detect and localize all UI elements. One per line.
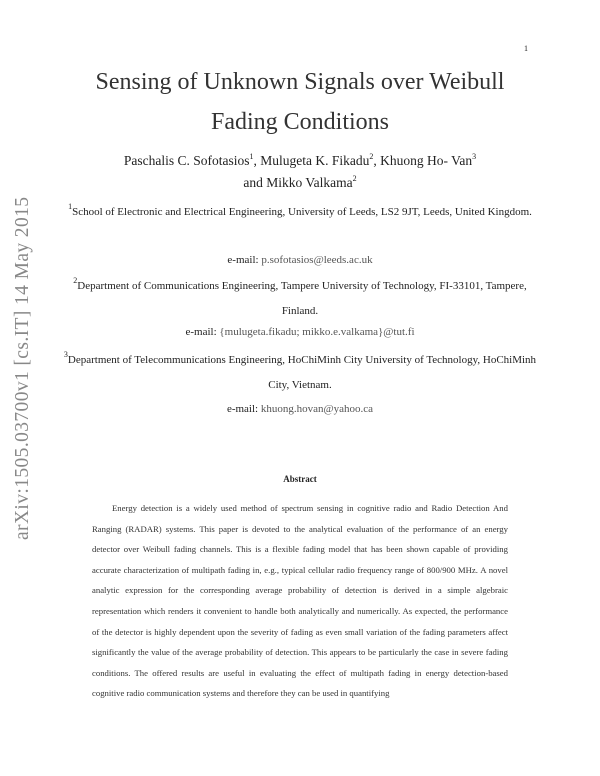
affiliation-text: School of Electronic and Electrical Engineering, University of Leeds, LS2 9JT, Leeds, United Kingdom. <box>72 206 532 218</box>
paper-title: Sensing of Unknown Signals over Weibull Fading Conditions <box>95 69 505 135</box>
author-connector: and <box>243 175 263 190</box>
affiliation-text: Department of Telecommunications Engineering, HoChiMinh City University of Technology, HoChiMinh City, Vietnam. <box>67 354 537 391</box>
email-address[interactable]: p.sofotasios@leeds.ac.uk <box>261 254 373 266</box>
author-affil-marker: 2 <box>369 152 374 161</box>
author-affil-marker: 3 <box>472 152 477 161</box>
author-name: Mikko Valkama <box>266 175 353 190</box>
author-name: Khuong Ho- Van <box>380 153 473 168</box>
page-number: 1 <box>524 44 528 53</box>
affiliation-marker: 1 <box>68 202 73 211</box>
arxiv-stamp: arXiv:1505.03700v1 [cs.IT] 14 May 2015 <box>12 196 33 540</box>
abstract-body: Energy detection is a widely used method of spectrum sensing in cognitive radio and Radio Detection And Ranging (RADAR) systems. This paper is devoted to the analytical evaluation of the performance of an energy detector over Weibull fading channels. This is a flexible fading model that has been shown capable of providing accurate characterization of multipath fading in, e.g., typical cellular radio frequency range of 800/900 MHz. A novel analytic expression for the corresponding average probability of detection is derived in a simple algebraic representation which renders it convenient to handle both analytically and numerically. As expected, the performance of the detector is highly dependent upon the severity of fading as even small variation of the fading parameters affect significantly the value of the average probability of detection. This appears to be particularly the case in severe fading conditions. The offered results are useful in evaluating the effect of multipath fading in energy detection-based cognitive radio communication systems and therefore they can be used in quantifying <box>92 503 508 699</box>
abstract-heading: Abstract <box>283 474 317 484</box>
affiliation-marker: 2 <box>73 276 78 285</box>
affiliation-3 <box>60 348 540 398</box>
author-affil-marker: 1 <box>249 152 254 161</box>
affiliation-2 <box>60 274 540 324</box>
affiliation-1 <box>60 200 540 225</box>
author-affil-marker: 2 <box>352 174 357 183</box>
author-list: Paschalis C. Sofotasios$^1$, Mulugeta K. Fikadu$^2$, Khuong Ho- Van$^3$ and Mikko Valkama$^2$ <box>123 152 477 190</box>
email-2 <box>60 326 540 338</box>
affiliation-marker: 3 <box>63 350 68 359</box>
author-name: Paschalis C. Sofotasios <box>123 153 250 168</box>
email-label: e-mail: <box>226 403 259 415</box>
email-address[interactable]: khuong.hovan@yahoo.ca <box>260 403 374 415</box>
email-1 <box>60 254 540 266</box>
email-label: e-mail: <box>185 326 217 338</box>
email-label: e-mail: <box>227 254 259 266</box>
affiliation-text: Department of Communications Engineering, Tampere University of Technology, FI-33101, Tampere, Finland. <box>77 280 527 317</box>
email-3 <box>60 403 540 415</box>
author-name: Mulugeta K. Fikadu <box>260 153 370 168</box>
email-address[interactable]: {mulugeta.fikadu; mikko.e.valkama}@tut.fi <box>219 326 415 338</box>
